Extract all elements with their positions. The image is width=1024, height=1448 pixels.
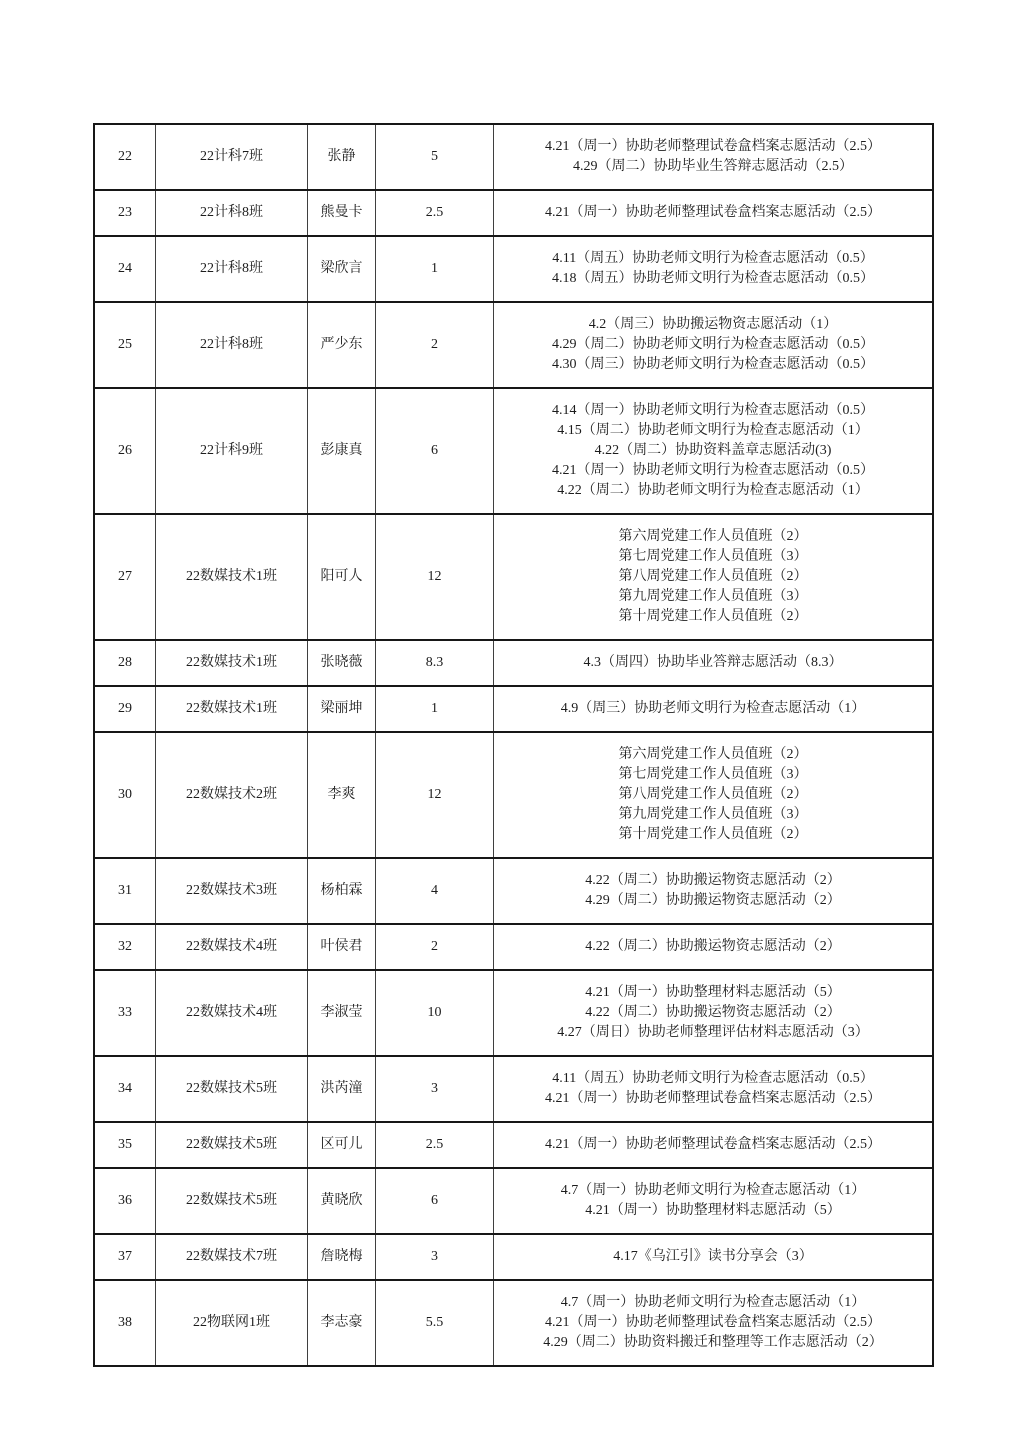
row-hours-cell: 6 [376, 389, 494, 513]
activity-line: 第八周党建工作人员值班（2） [618, 569, 808, 584]
row-hours-cell: 1 [376, 237, 494, 301]
table-row [95, 1123, 932, 1169]
row-class-cell: 22数媒技术4班 [156, 971, 308, 1055]
row-activities-cell [494, 859, 932, 923]
row-student-name-cell: 梁欣言 [308, 237, 376, 301]
row-number-cell: 38 [95, 1281, 156, 1365]
activity-line: 4.21（周一）协助老师整理试卷盒档案志愿活动（2.5） [545, 205, 881, 220]
activity-line: 第六周党建工作人员值班（2） [618, 747, 808, 762]
row-hours-cell: 12 [376, 733, 494, 857]
activity-line: 4.11（周五）协助老师文明行为检查志愿活动（0.5） [552, 1071, 874, 1086]
row-number-cell: 28 [95, 641, 156, 685]
row-class-cell: 22数媒技术1班 [156, 641, 308, 685]
row-number-cell: 24 [95, 237, 156, 301]
activity-line: 4.21（周一）协助老师整理试卷盒档案志愿活动（2.5） [545, 139, 881, 154]
activity-line: 4.7（周一）协助老师文明行为检查志愿活动（1） [560, 1183, 866, 1198]
row-hours-cell: 12 [376, 515, 494, 639]
row-number-cell: 34 [95, 1057, 156, 1121]
row-number-cell: 37 [95, 1235, 156, 1279]
activity-line: 4.7（周一）协助老师文明行为检查志愿活动（1） [560, 1295, 866, 1310]
row-class-cell: 22计科8班 [156, 191, 308, 235]
row-class-cell: 22数媒技术4班 [156, 925, 308, 969]
row-activities-cell [494, 389, 932, 513]
row-number-cell: 22 [95, 125, 156, 189]
activity-line: 4.22（周二）协助老师文明行为检查志愿活动（1） [557, 483, 869, 498]
row-hours-cell: 4 [376, 859, 494, 923]
row-student-name-cell: 李淑莹 [308, 971, 376, 1055]
row-hours-cell: 6 [376, 1169, 494, 1233]
row-hours-cell: 10 [376, 971, 494, 1055]
activity-line: 4.11（周五）协助老师文明行为检查志愿活动（0.5） [552, 251, 874, 266]
row-activities-cell [494, 303, 932, 387]
row-class-cell: 22计科7班 [156, 125, 308, 189]
activity-line: 4.21（周一）协助整理材料志愿活动（5） [585, 985, 841, 1000]
row-hours-cell: 2 [376, 925, 494, 969]
volunteer-hours-table [93, 123, 934, 1367]
activity-line: 4.14（周一）协助老师文明行为检查志愿活动（0.5） [552, 403, 874, 418]
row-class-cell: 22计科9班 [156, 389, 308, 513]
table-row [95, 1169, 932, 1235]
row-student-name-cell: 区可儿 [308, 1123, 376, 1167]
row-activities-cell [494, 1057, 932, 1121]
activity-line: 第七周党建工作人员值班（3） [618, 549, 808, 564]
table-row [95, 859, 932, 925]
row-number-cell: 27 [95, 515, 156, 639]
activity-line: 4.21（周一）协助整理材料志愿活动（5） [585, 1203, 841, 1218]
row-activities-cell [494, 641, 932, 685]
table-row [95, 641, 932, 687]
row-activities-cell [494, 1169, 932, 1233]
row-student-name-cell: 李爽 [308, 733, 376, 857]
table-row [95, 971, 932, 1057]
table-row [95, 1057, 932, 1123]
activity-line: 4.3（周四）协助毕业答辩志愿活动（8.3） [583, 655, 843, 670]
activity-line: 4.22（周二）协助搬运物资志愿活动（2） [585, 939, 841, 954]
row-class-cell: 22数媒技术5班 [156, 1057, 308, 1121]
row-student-name-cell: 李志豪 [308, 1281, 376, 1365]
row-student-name-cell: 张晓薇 [308, 641, 376, 685]
activity-line: 4.21（周一）协助老师文明行为检查志愿活动（0.5） [552, 463, 874, 478]
activity-line: 4.17《乌江引》读书分享会（3） [613, 1249, 813, 1264]
table-row [95, 125, 932, 191]
activity-line: 第十周党建工作人员值班（2） [618, 827, 808, 842]
table-row [95, 303, 932, 389]
row-student-name-cell: 张静 [308, 125, 376, 189]
row-class-cell: 22计科8班 [156, 237, 308, 301]
activity-line: 4.30（周三）协助老师文明行为检查志愿活动（0.5） [552, 357, 874, 372]
row-student-name-cell: 梁丽坤 [308, 687, 376, 731]
row-number-cell: 35 [95, 1123, 156, 1167]
row-activities-cell [494, 733, 932, 857]
activity-line: 第六周党建工作人员值班（2） [618, 529, 808, 544]
row-student-name-cell: 阳可人 [308, 515, 376, 639]
activity-line: 4.22（周二）协助搬运物资志愿活动（2） [585, 1005, 841, 1020]
row-hours-cell: 5.5 [376, 1281, 494, 1365]
activity-line: 4.29（周二）协助毕业生答辩志愿活动（2.5） [573, 159, 853, 174]
row-class-cell: 22物联网1班 [156, 1281, 308, 1365]
row-student-name-cell: 黄晓欣 [308, 1169, 376, 1233]
activity-line: 4.9（周三）协助老师文明行为检查志愿活动（1） [560, 701, 866, 716]
activity-line: 4.22（周二）协助搬运物资志愿活动（2） [585, 873, 841, 888]
row-class-cell: 22计科8班 [156, 303, 308, 387]
row-number-cell: 32 [95, 925, 156, 969]
volunteer-table-body [95, 125, 932, 1367]
activity-line: 第十周党建工作人员值班（2） [618, 609, 808, 624]
row-hours-cell: 2.5 [376, 1123, 494, 1167]
row-activities-cell [494, 687, 932, 731]
row-student-name-cell: 彭康真 [308, 389, 376, 513]
activity-line: 4.29（周二）协助资料搬迁和整理等工作志愿活动（2） [543, 1335, 883, 1350]
row-activities-cell [494, 971, 932, 1055]
table-row [95, 515, 932, 641]
row-number-cell: 36 [95, 1169, 156, 1233]
row-number-cell: 26 [95, 389, 156, 513]
row-hours-cell: 3 [376, 1235, 494, 1279]
row-student-name-cell: 杨柏霖 [308, 859, 376, 923]
row-number-cell: 23 [95, 191, 156, 235]
row-activities-cell [494, 1235, 932, 1279]
row-class-cell: 22数媒技术7班 [156, 1235, 308, 1279]
activity-line: 4.29（周二）协助老师文明行为检查志愿活动（0.5） [552, 337, 874, 352]
activity-line: 4.27（周日）协助老师整理评估材料志愿活动（3） [557, 1025, 869, 1040]
row-number-cell: 30 [95, 733, 156, 857]
row-student-name-cell: 熊曼卡 [308, 191, 376, 235]
activity-line: 第九周党建工作人员值班（3） [618, 589, 808, 604]
row-class-cell: 22数媒技术1班 [156, 687, 308, 731]
table-row [95, 237, 932, 303]
activity-line: 4.2（周三）协助搬运物资志愿活动（1） [588, 317, 838, 332]
activity-line: 4.21（周一）协助老师整理试卷盒档案志愿活动（2.5） [545, 1137, 881, 1152]
table-row [95, 191, 932, 237]
table-row [95, 1281, 932, 1367]
row-number-cell: 29 [95, 687, 156, 731]
activity-line: 第八周党建工作人员值班（2） [618, 787, 808, 802]
row-hours-cell: 1 [376, 687, 494, 731]
activity-line: 第九周党建工作人员值班（3） [618, 807, 808, 822]
row-hours-cell: 2 [376, 303, 494, 387]
row-hours-cell: 5 [376, 125, 494, 189]
row-activities-cell [494, 237, 932, 301]
row-number-cell: 31 [95, 859, 156, 923]
table-row [95, 733, 932, 859]
row-activities-cell [494, 125, 932, 189]
row-class-cell: 22数媒技术1班 [156, 515, 308, 639]
activity-line: 第七周党建工作人员值班（3） [618, 767, 808, 782]
activity-line: 4.21（周一）协助老师整理试卷盒档案志愿活动（2.5） [545, 1315, 881, 1330]
row-hours-cell: 3 [376, 1057, 494, 1121]
row-class-cell: 22数媒技术3班 [156, 859, 308, 923]
row-class-cell: 22数媒技术5班 [156, 1123, 308, 1167]
row-activities-cell [494, 191, 932, 235]
activity-line: 4.18（周五）协助老师文明行为检查志愿活动（0.5） [552, 271, 874, 286]
activity-line: 4.29（周二）协助搬运物资志愿活动（2） [585, 893, 841, 908]
row-number-cell: 33 [95, 971, 156, 1055]
row-activities-cell [494, 1123, 932, 1167]
row-student-name-cell: 严少东 [308, 303, 376, 387]
row-hours-cell: 2.5 [376, 191, 494, 235]
activity-line: 4.21（周一）协助老师整理试卷盒档案志愿活动（2.5） [545, 1091, 881, 1106]
row-number-cell: 25 [95, 303, 156, 387]
activity-line: 4.15（周二）协助老师文明行为检查志愿活动（1） [557, 423, 869, 438]
row-activities-cell [494, 1281, 932, 1365]
row-activities-cell [494, 515, 932, 639]
table-row [95, 389, 932, 515]
row-student-name-cell: 洪芮潼 [308, 1057, 376, 1121]
row-hours-cell: 8.3 [376, 641, 494, 685]
table-row [95, 687, 932, 733]
table-row [95, 1235, 932, 1281]
row-class-cell: 22数媒技术2班 [156, 733, 308, 857]
activity-line: 4.22（周二）协助资料盖章志愿活动(3) [594, 443, 832, 458]
row-class-cell: 22数媒技术5班 [156, 1169, 308, 1233]
table-row [95, 925, 932, 971]
row-activities-cell [494, 925, 932, 969]
row-student-name-cell: 叶侯君 [308, 925, 376, 969]
row-student-name-cell: 詹晓梅 [308, 1235, 376, 1279]
